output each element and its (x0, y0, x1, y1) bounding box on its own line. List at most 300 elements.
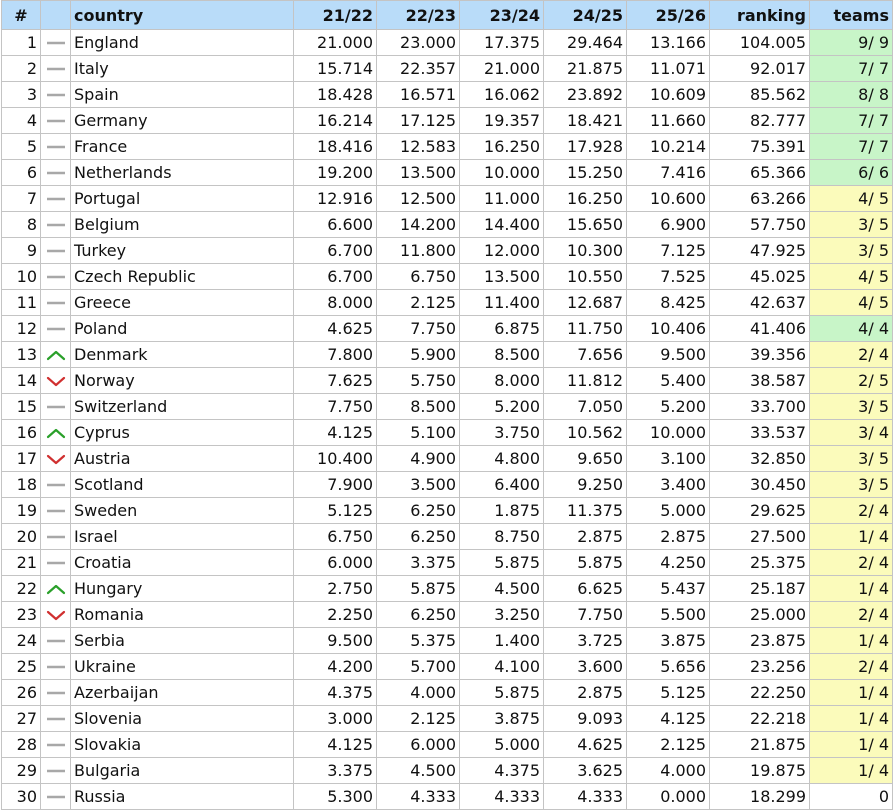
rank-cell: 27 (2, 706, 41, 732)
season-value-cell: 4.125 (294, 732, 377, 758)
rank-cell: 2 (2, 56, 41, 82)
table-row (2, 82, 893, 108)
country-cell[interactable]: England (71, 30, 294, 56)
table-row (2, 680, 893, 706)
trend-cell (41, 394, 71, 420)
season-value-cell: 18.416 (294, 134, 377, 160)
teams-cell: 1/ 4 (810, 576, 893, 602)
season-value-cell: 10.600 (627, 186, 710, 212)
season-value-cell: 14.200 (377, 212, 460, 238)
teams-cell: 3/ 5 (810, 394, 893, 420)
season-value-cell: 3.875 (627, 628, 710, 654)
trend-cell (41, 446, 71, 472)
country-cell[interactable]: Czech Republic (71, 264, 294, 290)
season-value-cell: 10.406 (627, 316, 710, 342)
rank-cell: 12 (2, 316, 41, 342)
season-value-cell: 3.100 (627, 446, 710, 472)
table-row (2, 160, 893, 186)
country-cell[interactable]: Denmark (71, 342, 294, 368)
country-cell[interactable]: Portugal (71, 186, 294, 212)
teams-cell: 2/ 4 (810, 342, 893, 368)
season-value-cell: 8.750 (460, 524, 544, 550)
trend-chevron (48, 352, 64, 359)
season-value-cell: 5.300 (294, 784, 377, 810)
season-value-cell: 7.525 (627, 264, 710, 290)
country-cell[interactable]: France (71, 134, 294, 160)
country-cell[interactable]: Switzerland (71, 394, 294, 420)
season-value-cell: 16.250 (544, 186, 627, 212)
season-value-cell: 6.700 (294, 238, 377, 264)
country-cell[interactable]: Slovakia (71, 732, 294, 758)
season-value-cell: 13.166 (627, 30, 710, 56)
teams-cell: 2/ 4 (810, 550, 893, 576)
table-row (2, 342, 893, 368)
trend-same-icon (45, 193, 67, 205)
season-value-cell: 9.650 (544, 446, 627, 472)
season-value-cell: 6.000 (377, 732, 460, 758)
season-value-cell: 12.583 (377, 134, 460, 160)
ranking-cell: 23.875 (710, 628, 810, 654)
teams-cell: 1/ 4 (810, 706, 893, 732)
trend-cell (41, 420, 71, 446)
season-value-cell: 10.609 (627, 82, 710, 108)
country-cell[interactable]: Cyprus (71, 420, 294, 446)
ranking-cell: 38.587 (710, 368, 810, 394)
season-value-cell: 4.333 (377, 784, 460, 810)
ranking-cell: 45.025 (710, 264, 810, 290)
trend-cell (41, 732, 71, 758)
country-cell[interactable]: Spain (71, 82, 294, 108)
trend-down-icon (45, 375, 67, 387)
table-row (2, 56, 893, 82)
ranking-cell: 25.000 (710, 602, 810, 628)
trend-same-icon (45, 401, 67, 413)
season-value-cell: 19.200 (294, 160, 377, 186)
season-value-cell: 4.333 (460, 784, 544, 810)
country-cell[interactable]: Croatia (71, 550, 294, 576)
season-value-cell: 11.800 (377, 238, 460, 264)
trend-same-icon (45, 63, 67, 75)
season-value-cell: 16.571 (377, 82, 460, 108)
trend-up-icon (45, 583, 67, 595)
trend-cell (41, 316, 71, 342)
season-value-cell: 3.400 (627, 472, 710, 498)
season-value-cell: 5.125 (627, 680, 710, 706)
country-cell[interactable]: Belgium (71, 212, 294, 238)
country-cell[interactable]: Romania (71, 602, 294, 628)
trend-up-icon (45, 427, 67, 439)
season-value-cell: 12.500 (377, 186, 460, 212)
trend-same-icon (45, 635, 67, 647)
season-value-cell: 5.875 (377, 576, 460, 602)
header-season-25-26[interactable]: 25/26 (627, 1, 710, 30)
table-row (2, 706, 893, 732)
rank-cell: 11 (2, 290, 41, 316)
season-value-cell: 6.750 (377, 264, 460, 290)
season-value-cell: 7.050 (544, 394, 627, 420)
rank-cell: 7 (2, 186, 41, 212)
rank-cell: 25 (2, 654, 41, 680)
season-value-cell: 19.357 (460, 108, 544, 134)
teams-cell: 8/ 8 (810, 82, 893, 108)
season-value-cell: 6.750 (294, 524, 377, 550)
header-season-22-23[interactable]: 22/23 (377, 1, 460, 30)
country-cell[interactable]: Sweden (71, 498, 294, 524)
season-value-cell: 2.125 (627, 732, 710, 758)
ranking-cell: 65.366 (710, 160, 810, 186)
ranking-cell: 33.537 (710, 420, 810, 446)
table-body (2, 30, 893, 810)
season-value-cell: 3.625 (544, 758, 627, 784)
teams-cell: 0 (810, 784, 893, 810)
season-value-cell: 5.656 (627, 654, 710, 680)
season-value-cell: 1.875 (460, 498, 544, 524)
rank-cell: 17 (2, 446, 41, 472)
table-row (2, 394, 893, 420)
ranking-cell: 22.218 (710, 706, 810, 732)
ranking-cell: 63.266 (710, 186, 810, 212)
country-cell[interactable]: Serbia (71, 628, 294, 654)
season-value-cell: 8.500 (377, 394, 460, 420)
teams-cell: 7/ 7 (810, 108, 893, 134)
season-value-cell: 8.000 (460, 368, 544, 394)
season-value-cell: 5.125 (294, 498, 377, 524)
rank-cell: 20 (2, 524, 41, 550)
rank-cell: 28 (2, 732, 41, 758)
season-value-cell: 3.725 (544, 628, 627, 654)
country-cell[interactable]: Bulgaria (71, 758, 294, 784)
table-row (2, 732, 893, 758)
season-value-cell: 6.250 (377, 498, 460, 524)
country-cell[interactable]: Poland (71, 316, 294, 342)
season-value-cell: 5.200 (627, 394, 710, 420)
trend-same-icon (45, 687, 67, 699)
rank-cell: 15 (2, 394, 41, 420)
season-value-cell: 6.250 (377, 602, 460, 628)
ranking-cell: 21.875 (710, 732, 810, 758)
ranking-cell: 27.500 (710, 524, 810, 550)
trend-chevron (48, 586, 64, 593)
table-row (2, 30, 893, 56)
season-value-cell: 4.500 (460, 576, 544, 602)
teams-cell: 1/ 4 (810, 732, 893, 758)
season-value-cell: 6.900 (627, 212, 710, 238)
table-row (2, 524, 893, 550)
trend-cell (41, 472, 71, 498)
trend-cell (41, 576, 71, 602)
season-value-cell: 6.625 (544, 576, 627, 602)
rank-cell: 10 (2, 264, 41, 290)
season-value-cell: 10.000 (627, 420, 710, 446)
trend-chevron (48, 378, 64, 385)
header-trend (41, 1, 71, 30)
header-season-23-24[interactable]: 23/24 (460, 1, 544, 30)
season-value-cell: 10.300 (544, 238, 627, 264)
season-value-cell: 11.400 (460, 290, 544, 316)
table-row (2, 290, 893, 316)
teams-cell: 2/ 4 (810, 602, 893, 628)
trend-cell (41, 498, 71, 524)
trend-same-icon (45, 37, 67, 49)
trend-cell (41, 628, 71, 654)
season-value-cell: 5.875 (460, 680, 544, 706)
header-country[interactable]: country (71, 1, 294, 30)
trend-cell (41, 56, 71, 82)
season-value-cell: 23.892 (544, 82, 627, 108)
rank-cell: 8 (2, 212, 41, 238)
season-value-cell: 17.928 (544, 134, 627, 160)
rank-cell: 26 (2, 680, 41, 706)
season-value-cell: 21.875 (544, 56, 627, 82)
season-value-cell: 4.625 (544, 732, 627, 758)
season-value-cell: 2.250 (294, 602, 377, 628)
trend-same-icon (45, 739, 67, 751)
ranking-cell: 29.625 (710, 498, 810, 524)
table-row (2, 498, 893, 524)
rank-cell: 6 (2, 160, 41, 186)
table-row (2, 550, 893, 576)
season-value-cell: 12.000 (460, 238, 544, 264)
country-cell[interactable]: Slovenia (71, 706, 294, 732)
teams-cell: 1/ 4 (810, 628, 893, 654)
trend-cell (41, 524, 71, 550)
rank-cell: 1 (2, 30, 41, 56)
trend-same-icon (45, 141, 67, 153)
ranking-cell: 22.250 (710, 680, 810, 706)
season-value-cell: 7.656 (544, 342, 627, 368)
trend-cell (41, 30, 71, 56)
trend-same-icon (45, 479, 67, 491)
season-value-cell: 5.375 (377, 628, 460, 654)
season-value-cell: 15.714 (294, 56, 377, 82)
ranking-cell: 57.750 (710, 212, 810, 238)
season-value-cell: 4.500 (377, 758, 460, 784)
header-ranking[interactable]: ranking (710, 1, 810, 30)
table-row (2, 628, 893, 654)
ranking-cell: 82.777 (710, 108, 810, 134)
season-value-cell: 8.000 (294, 290, 377, 316)
ranking-cell: 18.299 (710, 784, 810, 810)
rank-cell: 29 (2, 758, 41, 784)
trend-cell (41, 784, 71, 810)
season-value-cell: 2.875 (544, 680, 627, 706)
season-value-cell: 22.357 (377, 56, 460, 82)
table-row (2, 758, 893, 784)
country-cell[interactable]: Hungary (71, 576, 294, 602)
country-cell[interactable]: Turkey (71, 238, 294, 264)
season-value-cell: 2.875 (627, 524, 710, 550)
table-row (2, 108, 893, 134)
season-value-cell: 21.000 (460, 56, 544, 82)
season-value-cell: 5.200 (460, 394, 544, 420)
season-value-cell: 23.000 (377, 30, 460, 56)
country-cell[interactable]: Austria (71, 446, 294, 472)
season-value-cell: 3.250 (460, 602, 544, 628)
table-row (2, 446, 893, 472)
teams-cell: 6/ 6 (810, 160, 893, 186)
season-value-cell: 15.650 (544, 212, 627, 238)
teams-cell: 1/ 4 (810, 758, 893, 784)
trend-up-icon (45, 349, 67, 361)
season-value-cell: 10.000 (460, 160, 544, 186)
table-row (2, 576, 893, 602)
trend-same-icon (45, 557, 67, 569)
table-row (2, 212, 893, 238)
season-value-cell: 21.000 (294, 30, 377, 56)
season-value-cell: 2.750 (294, 576, 377, 602)
teams-cell: 2/ 4 (810, 654, 893, 680)
season-value-cell: 7.750 (377, 316, 460, 342)
season-value-cell: 11.375 (544, 498, 627, 524)
table-row (2, 784, 893, 810)
season-value-cell: 5.000 (460, 732, 544, 758)
season-value-cell: 6.000 (294, 550, 377, 576)
season-value-cell: 7.900 (294, 472, 377, 498)
season-value-cell: 5.100 (377, 420, 460, 446)
ranking-cell: 92.017 (710, 56, 810, 82)
table-row (2, 654, 893, 680)
season-value-cell: 11.660 (627, 108, 710, 134)
season-value-cell: 3.875 (460, 706, 544, 732)
country-cell[interactable]: Russia (71, 784, 294, 810)
teams-cell: 3/ 5 (810, 472, 893, 498)
season-value-cell: 10.400 (294, 446, 377, 472)
rank-cell: 18 (2, 472, 41, 498)
trend-cell (41, 550, 71, 576)
trend-chevron (48, 612, 64, 619)
season-value-cell: 4.625 (294, 316, 377, 342)
season-value-cell: 16.250 (460, 134, 544, 160)
season-value-cell: 9.093 (544, 706, 627, 732)
season-value-cell: 3.500 (377, 472, 460, 498)
season-value-cell: 6.250 (377, 524, 460, 550)
country-cell[interactable]: Netherlands (71, 160, 294, 186)
teams-cell: 7/ 7 (810, 134, 893, 160)
season-value-cell: 5.700 (377, 654, 460, 680)
ranking-cell: 30.450 (710, 472, 810, 498)
season-value-cell: 9.500 (294, 628, 377, 654)
header-teams[interactable]: teams (810, 1, 893, 30)
season-value-cell: 17.375 (460, 30, 544, 56)
rank-cell: 4 (2, 108, 41, 134)
season-value-cell: 3.600 (544, 654, 627, 680)
rank-cell: 23 (2, 602, 41, 628)
season-value-cell: 16.214 (294, 108, 377, 134)
table-row (2, 316, 893, 342)
ranking-cell: 42.637 (710, 290, 810, 316)
ranking-cell: 33.700 (710, 394, 810, 420)
ranking-cell: 32.850 (710, 446, 810, 472)
trend-cell (41, 602, 71, 628)
trend-same-icon (45, 713, 67, 725)
trend-cell (41, 680, 71, 706)
season-value-cell: 5.000 (627, 498, 710, 524)
rank-cell: 13 (2, 342, 41, 368)
trend-cell (41, 290, 71, 316)
season-value-cell: 8.500 (460, 342, 544, 368)
teams-cell: 9/ 9 (810, 30, 893, 56)
teams-cell: 7/ 7 (810, 56, 893, 82)
season-value-cell: 3.375 (377, 550, 460, 576)
trend-cell (41, 264, 71, 290)
header-season-24-25[interactable]: 24/25 (544, 1, 627, 30)
season-value-cell: 4.000 (377, 680, 460, 706)
country-ranking-table (1, 0, 893, 810)
season-value-cell: 18.421 (544, 108, 627, 134)
country-cell[interactable]: Germany (71, 108, 294, 134)
season-value-cell: 6.700 (294, 264, 377, 290)
teams-cell: 3/ 5 (810, 446, 893, 472)
country-cell[interactable]: Ukraine (71, 654, 294, 680)
season-value-cell: 29.464 (544, 30, 627, 56)
country-cell[interactable]: Norway (71, 368, 294, 394)
trend-cell (41, 108, 71, 134)
season-value-cell: 15.250 (544, 160, 627, 186)
season-value-cell: 2.125 (377, 706, 460, 732)
season-value-cell: 6.600 (294, 212, 377, 238)
country-cell[interactable]: Scotland (71, 472, 294, 498)
teams-cell: 3/ 5 (810, 238, 893, 264)
season-value-cell: 4.900 (377, 446, 460, 472)
table-row (2, 264, 893, 290)
trend-down-icon (45, 609, 67, 621)
ranking-cell: 23.256 (710, 654, 810, 680)
rank-cell: 9 (2, 238, 41, 264)
country-cell[interactable]: Italy (71, 56, 294, 82)
season-value-cell: 12.916 (294, 186, 377, 212)
trend-cell (41, 238, 71, 264)
trend-same-icon (45, 505, 67, 517)
season-value-cell: 6.400 (460, 472, 544, 498)
rank-cell: 30 (2, 784, 41, 810)
teams-cell: 2/ 5 (810, 368, 893, 394)
rank-cell: 19 (2, 498, 41, 524)
season-value-cell: 11.000 (460, 186, 544, 212)
country-cell[interactable]: Azerbaijan (71, 680, 294, 706)
trend-cell (41, 134, 71, 160)
season-value-cell: 2.125 (377, 290, 460, 316)
header-rank[interactable]: # (2, 1, 41, 30)
header-season-21-22[interactable]: 21/22 (294, 1, 377, 30)
trend-cell (41, 706, 71, 732)
season-value-cell: 4.125 (294, 420, 377, 446)
trend-cell (41, 368, 71, 394)
table-row (2, 472, 893, 498)
country-cell[interactable]: Greece (71, 290, 294, 316)
season-value-cell: 11.812 (544, 368, 627, 394)
trend-same-icon (45, 765, 67, 777)
table-row (2, 134, 893, 160)
trend-same-icon (45, 297, 67, 309)
trend-same-icon (45, 245, 67, 257)
teams-cell: 1/ 4 (810, 524, 893, 550)
season-value-cell: 11.071 (627, 56, 710, 82)
trend-same-icon (45, 323, 67, 335)
season-value-cell: 5.500 (627, 602, 710, 628)
country-cell[interactable]: Israel (71, 524, 294, 550)
season-value-cell: 4.333 (544, 784, 627, 810)
ranking-cell: 104.005 (710, 30, 810, 56)
rank-cell: 3 (2, 82, 41, 108)
season-value-cell: 6.875 (460, 316, 544, 342)
table-row (2, 186, 893, 212)
season-value-cell: 2.875 (544, 524, 627, 550)
ranking-cell: 75.391 (710, 134, 810, 160)
teams-cell: 4/ 5 (810, 186, 893, 212)
ranking-cell: 39.356 (710, 342, 810, 368)
trend-same-icon (45, 219, 67, 231)
trend-cell (41, 186, 71, 212)
